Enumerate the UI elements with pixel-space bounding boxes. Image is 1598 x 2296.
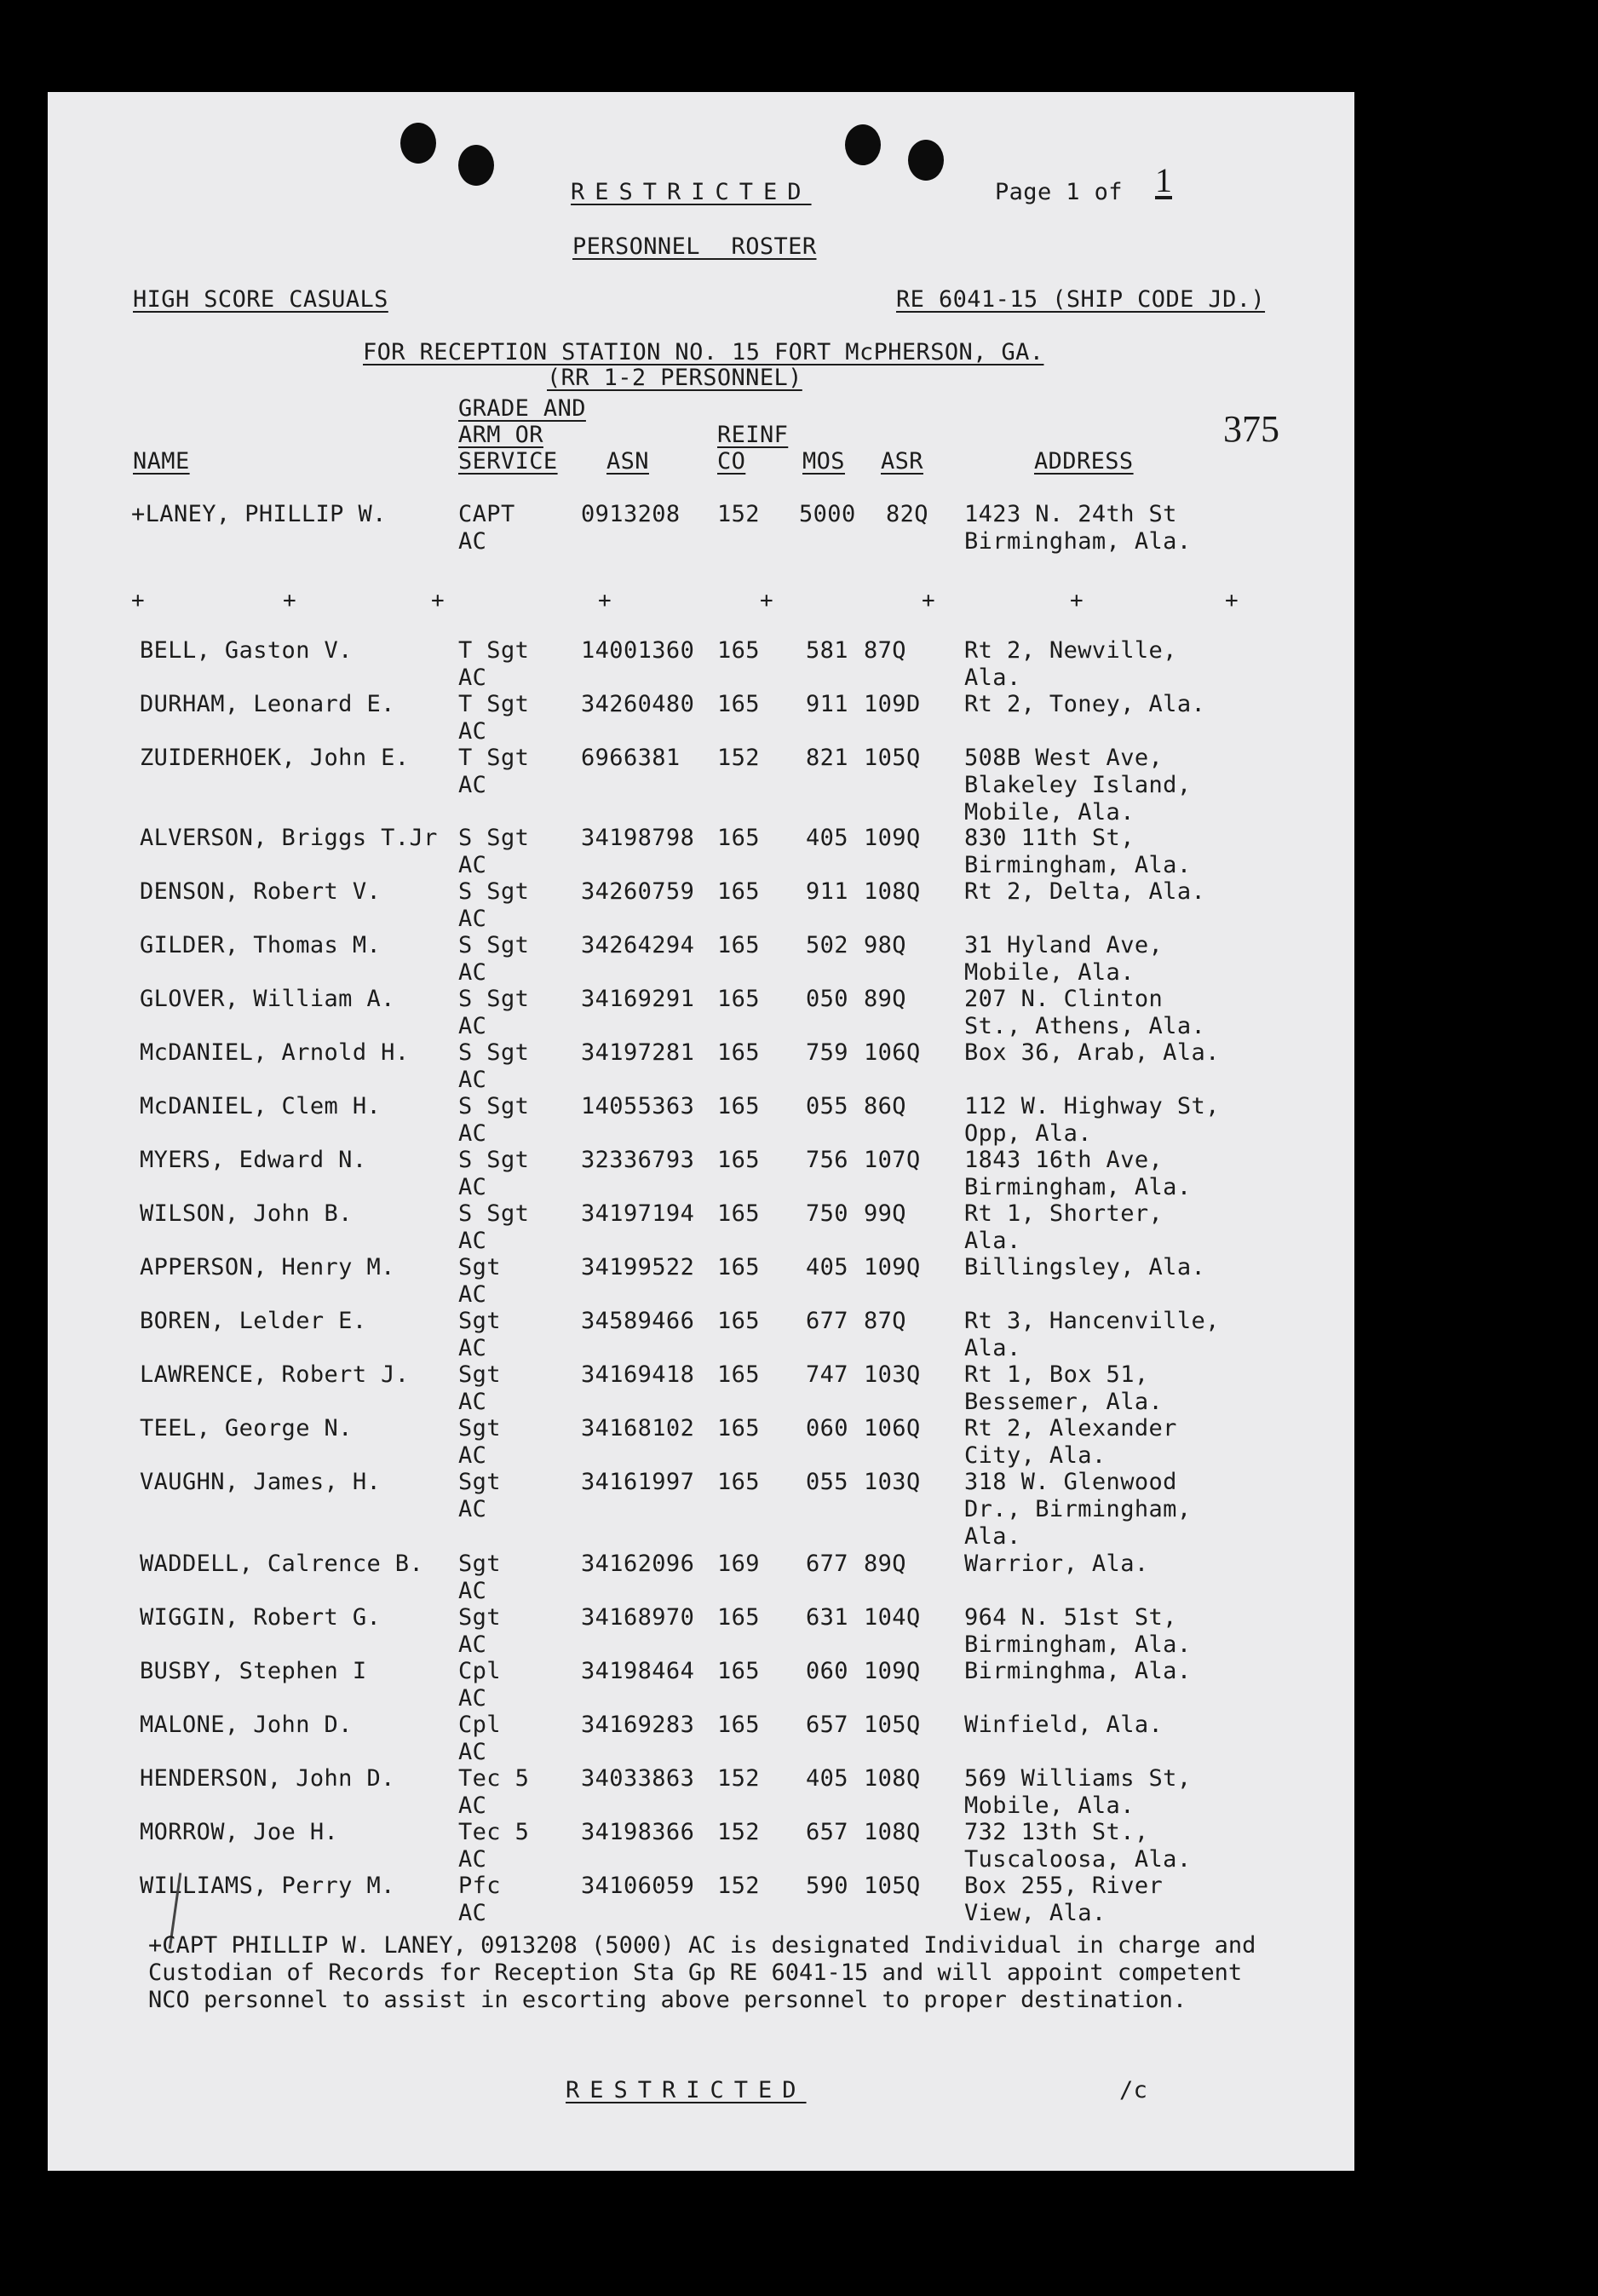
entry-name: GLOVER, William A. — [140, 986, 395, 1012]
entry-reinf: 165 — [717, 986, 760, 1012]
roster-title: PERSONNEL ROSTER — [572, 233, 817, 260]
entry-mos: 581 — [806, 637, 848, 664]
entry-mos: 759 — [806, 1039, 848, 1066]
entry-asr: 98Q — [864, 932, 906, 958]
entry-asr: 108Q — [864, 878, 921, 905]
entry-reinf: 165 — [717, 1712, 760, 1738]
entry-address: 1843 16th Ave, Birmingham, Ala. — [964, 1147, 1192, 1200]
entry-asr: 109Q — [864, 825, 921, 851]
entry-mos: 055 — [806, 1093, 848, 1119]
entry-grade: Sgt AC — [458, 1415, 501, 1469]
entry-grade: T Sgt AC — [458, 691, 530, 745]
roster-row — [48, 1819, 1354, 1873]
initials: /c — [1119, 2077, 1148, 2103]
entry-asr: 109Q — [864, 1658, 921, 1684]
punch-hole — [845, 124, 881, 165]
entry-name: GILDER, Thomas M. — [140, 932, 382, 958]
entry-address: 207 N. Clinton St., Athens, Ala. — [964, 986, 1206, 1039]
entry-reinf: 165 — [717, 1254, 760, 1280]
entry-name: VAUGHN, James, H. — [140, 1469, 382, 1495]
entry-asn: 34162096 — [581, 1551, 695, 1577]
entry-address: Rt 1, Box 51, Bessemer, Ala. — [964, 1361, 1164, 1415]
entry-asr: 105Q — [864, 1712, 921, 1738]
roster-row — [48, 1873, 1354, 1924]
entry-reinf: 165 — [717, 1658, 760, 1684]
entry-address: 732 13th St., Tuscaloosa, Ala. — [964, 1819, 1192, 1873]
punch-hole — [458, 145, 494, 186]
separator-mark: + — [922, 588, 935, 613]
entry-asn: 6966381 — [581, 745, 681, 771]
entry-asr: 108Q — [864, 1819, 921, 1845]
entry-asn: 34197281 — [581, 1039, 695, 1066]
entry-asn: 34198798 — [581, 825, 695, 851]
officer-row — [48, 501, 1354, 555]
entry-mos: 055 — [806, 1469, 848, 1495]
roster-row — [48, 637, 1354, 691]
roster-row — [48, 1254, 1354, 1308]
entry-address: Billingsley, Ala. — [964, 1254, 1206, 1280]
entry-grade: S Sgt AC — [458, 825, 530, 878]
entry-name: BUSBY, Stephen I — [140, 1658, 367, 1684]
punch-hole — [400, 123, 436, 164]
separator-mark: + — [760, 588, 773, 613]
entry-asn: 34589466 — [581, 1308, 695, 1334]
entry-mos: 060 — [806, 1658, 848, 1684]
entry-mos: 677 — [806, 1551, 848, 1577]
roster-page — [48, 92, 1354, 2171]
entry-reinf: 152 — [717, 1873, 760, 1899]
entry-asr: 104Q — [864, 1604, 921, 1631]
entry-asn: 34198366 — [581, 1819, 695, 1845]
entry-asr: 99Q — [864, 1200, 906, 1227]
entry-asr: 105Q — [864, 745, 921, 771]
entry-grade: S Sgt AC — [458, 1147, 530, 1200]
roster-row — [48, 825, 1354, 876]
entry-address: Box 36, Arab, Ala. — [964, 1039, 1220, 1066]
entry-asn: 34169283 — [581, 1712, 695, 1738]
stamp-number: 375 — [1223, 408, 1279, 450]
entry-mos: 750 — [806, 1200, 848, 1227]
entry-asn: 34199522 — [581, 1254, 695, 1280]
entry-asn: 34197194 — [581, 1200, 695, 1227]
roster-row — [48, 691, 1354, 745]
entry-name: HENDERSON, John D. — [140, 1765, 395, 1792]
col-address: ADDRESS — [1034, 448, 1134, 475]
entry-asn: 34198464 — [581, 1658, 695, 1684]
officer-name: +LANEY, PHILLIP W. — [131, 501, 387, 527]
entry-asr: 108Q — [864, 1765, 921, 1792]
entry-mos: 657 — [806, 1819, 848, 1845]
entry-grade: S Sgt AC — [458, 1200, 530, 1254]
entry-asr: 89Q — [864, 986, 906, 1012]
entry-address: 31 Hyland Ave, Mobile, Ala. — [964, 932, 1164, 986]
entry-reinf: 152 — [717, 1765, 760, 1792]
entry-asr: 103Q — [864, 1469, 921, 1495]
entry-reinf: 165 — [717, 1093, 760, 1119]
entry-asn: 14055363 — [581, 1093, 695, 1119]
col-mos: MOS — [802, 448, 845, 475]
entry-reinf: 152 — [717, 745, 760, 771]
entry-grade: Sgt AC — [458, 1361, 501, 1415]
entry-grade: Sgt AC — [458, 1551, 501, 1604]
entry-grade: Pfc AC — [458, 1873, 501, 1926]
separator-mark: + — [431, 588, 445, 613]
roster-row — [48, 1604, 1354, 1658]
entry-asn: 34106059 — [581, 1873, 695, 1899]
entry-asr: 106Q — [864, 1415, 921, 1441]
entry-grade: S Sgt AC — [458, 986, 530, 1039]
entry-grade: Tec 5 AC — [458, 1765, 530, 1819]
entry-reinf: 165 — [717, 932, 760, 958]
entry-asr: 87Q — [864, 637, 906, 664]
entry-asn: 34033863 — [581, 1765, 695, 1792]
roster-row — [48, 1147, 1354, 1198]
roster-row — [48, 1765, 1354, 1819]
entry-asn: 34169291 — [581, 986, 695, 1012]
entry-name: WILSON, John B. — [140, 1200, 353, 1227]
entry-reinf: 165 — [717, 1200, 760, 1227]
roster-row — [48, 1039, 1354, 1093]
col-grade: GRADE AND ARM OR SERVICE — [458, 395, 586, 475]
entry-grade: Sgt AC — [458, 1308, 501, 1361]
entry-grade: S Sgt AC — [458, 1093, 530, 1147]
entry-asn: 34168102 — [581, 1415, 695, 1441]
separator-mark: + — [1070, 588, 1084, 613]
entry-reinf: 152 — [717, 1819, 760, 1845]
entry-asr: 105Q — [864, 1873, 921, 1899]
col-name: NAME — [133, 448, 190, 475]
entry-reinf: 165 — [717, 1415, 760, 1441]
entry-name: WADDELL, Calrence B. — [140, 1551, 424, 1577]
entry-mos: 747 — [806, 1361, 848, 1388]
entry-name: LAWRENCE, Robert J. — [140, 1361, 410, 1388]
entry-grade: Cpl AC — [458, 1712, 501, 1765]
officer-mos: 5000 — [799, 501, 856, 527]
entry-name: MALONE, John D. — [140, 1712, 353, 1738]
roster-row — [48, 878, 1354, 932]
entry-address: Rt 2, Delta, Ala. — [964, 878, 1206, 905]
officer-reinf: 152 — [717, 501, 760, 527]
officer-grade: CAPT AC — [458, 501, 515, 555]
entry-reinf: 165 — [717, 1361, 760, 1388]
restricted-top: RESTRICTED — [571, 179, 812, 205]
entry-name: DURHAM, Leonard E. — [140, 691, 395, 717]
entry-address: Warrior, Ala. — [964, 1551, 1149, 1577]
group-left: HIGH SCORE CASUALS — [133, 286, 388, 313]
entry-grade: S Sgt AC — [458, 1039, 530, 1093]
entry-mos: 060 — [806, 1415, 848, 1441]
roster-row — [48, 1551, 1354, 1602]
roster-row — [48, 932, 1354, 986]
entry-mos: 677 — [806, 1308, 848, 1334]
category: (RR 1-2 PERSONNEL) — [547, 365, 802, 391]
entry-asn: 34161997 — [581, 1469, 695, 1495]
entry-mos: 405 — [806, 1254, 848, 1280]
entry-asn: 34260759 — [581, 878, 695, 905]
entry-name: APPERSON, Henry M. — [140, 1254, 395, 1280]
entry-address: Winfield, Ala. — [964, 1712, 1164, 1738]
entry-reinf: 165 — [717, 825, 760, 851]
entry-address: Rt 3, Hancenville, Ala. — [964, 1308, 1220, 1361]
entry-grade: T Sgt AC — [458, 637, 530, 691]
col-asr: ASR — [881, 448, 923, 475]
roster-row — [48, 1308, 1354, 1359]
entry-mos: 821 — [806, 745, 848, 771]
entry-grade: Sgt AC — [458, 1604, 501, 1658]
destination: FOR RECEPTION STATION NO. 15 FORT McPHERSON, GA. — [363, 339, 1044, 365]
entry-address: Rt 2, Newville, Ala. — [964, 637, 1177, 691]
entry-asn: 34169418 — [581, 1361, 695, 1388]
entry-mos: 050 — [806, 986, 848, 1012]
entry-asn: 34168970 — [581, 1604, 695, 1631]
entry-grade: Sgt AC — [458, 1469, 501, 1522]
entry-asr: 106Q — [864, 1039, 921, 1066]
entry-asn: 32336793 — [581, 1147, 695, 1173]
entry-name: McDANIEL, Arnold H. — [140, 1039, 410, 1066]
entry-reinf: 165 — [717, 1469, 760, 1495]
entry-name: WIGGIN, Robert G. — [140, 1604, 382, 1631]
entry-reinf: 165 — [717, 691, 760, 717]
entry-mos: 657 — [806, 1712, 848, 1738]
entry-mos: 911 — [806, 878, 848, 905]
entry-asr: 103Q — [864, 1361, 921, 1388]
entry-mos: 590 — [806, 1873, 848, 1899]
page-label: Page 1 of — [995, 179, 1123, 205]
entry-mos: 756 — [806, 1147, 848, 1173]
entry-asn: 14001360 — [581, 637, 695, 664]
entry-asr: 107Q — [864, 1147, 921, 1173]
entry-address: Rt 2, Alexander City, Ala. — [964, 1415, 1177, 1469]
entry-address: 569 Williams St, Mobile, Ala. — [964, 1765, 1192, 1819]
roster-row — [48, 1361, 1354, 1413]
entry-asr: 87Q — [864, 1308, 906, 1334]
entry-name: DENSON, Robert V. — [140, 878, 382, 905]
entry-name: WILLIAMS, Perry M. — [140, 1873, 395, 1899]
entry-reinf: 165 — [717, 1147, 760, 1173]
entry-address: 964 N. 51st St, Birmingham, Ala. — [964, 1604, 1192, 1658]
col-asn: ASN — [606, 448, 649, 475]
separator-mark: + — [283, 588, 296, 613]
roster-row — [48, 1093, 1354, 1147]
entry-asn: 34264294 — [581, 932, 695, 958]
entry-name: MYERS, Edward N. — [140, 1147, 367, 1173]
roster-row — [48, 986, 1354, 1037]
separator-mark: + — [131, 588, 145, 613]
entry-asr: 89Q — [864, 1551, 906, 1577]
officer-asn: 0913208 — [581, 501, 681, 527]
entry-grade: Sgt AC — [458, 1254, 501, 1308]
entry-name: McDANIEL, Clem H. — [140, 1093, 382, 1119]
entry-address: Birminghma, Ala. — [964, 1658, 1192, 1684]
entry-address: Rt 2, Toney, Ala. — [964, 691, 1206, 717]
entry-reinf: 165 — [717, 637, 760, 664]
separator-mark: + — [598, 588, 612, 613]
entry-address: 112 W. Highway St, Opp, Ala. — [964, 1093, 1220, 1147]
roster-row — [48, 1658, 1354, 1712]
entry-mos: 405 — [806, 825, 848, 851]
officer-asr: 82Q — [886, 501, 928, 527]
entry-address: 318 W. Glenwood Dr., Birmingham, Ala. — [964, 1469, 1192, 1550]
entry-address: 508B West Ave, Blakeley Island, Mobile, Ala. — [964, 745, 1192, 826]
entry-asr: 109D — [864, 691, 921, 717]
roster-row — [48, 1712, 1354, 1763]
entry-grade: S Sgt AC — [458, 878, 530, 932]
punch-hole — [908, 140, 944, 181]
entry-grade: Tec 5 AC — [458, 1819, 530, 1873]
entry-asr: 86Q — [864, 1093, 906, 1119]
entry-grade: S Sgt AC — [458, 932, 530, 986]
entry-mos: 631 — [806, 1604, 848, 1631]
roster-row — [48, 1200, 1354, 1252]
officer-address: 1423 N. 24th St Birmingham, Ala. — [964, 501, 1192, 555]
entry-reinf: 165 — [717, 1604, 760, 1631]
entry-address: 830 11th St, Birmingham, Ala. — [964, 825, 1192, 878]
roster-row — [48, 1469, 1354, 1550]
col-reinf: REINF CO — [717, 422, 789, 475]
footnote: +CAPT PHILLIP W. LANEY, 0913208 (5000) AC is designated Individual in charge and Custodian of Records for Reception Sta Gp RE 6041-15 and will appoint competent NCO personnel to assist in escorting above personnel to proper destination. — [148, 1932, 1256, 2013]
page-total: 1 — [1155, 161, 1172, 199]
entry-name: MORROW, Joe H. — [140, 1819, 339, 1845]
entry-reinf: 165 — [717, 1039, 760, 1066]
roster-row — [48, 745, 1354, 826]
entry-address: Rt 1, Shorter, Ala. — [964, 1200, 1164, 1254]
entry-mos: 911 — [806, 691, 848, 717]
entry-asn: 34260480 — [581, 691, 695, 717]
entry-name: ALVERSON, Briggs T.Jr — [140, 825, 438, 851]
separator-mark: + — [1225, 588, 1239, 613]
group-right: RE 6041-15 (SHIP CODE JD.) — [896, 286, 1266, 313]
entry-address: Box 255, River View, Ala. — [964, 1873, 1164, 1926]
entry-name: BOREN, Lelder E. — [140, 1308, 367, 1334]
entry-name: ZUIDERHOEK, John E. — [140, 745, 410, 771]
entry-grade: T Sgt AC — [458, 745, 530, 798]
entry-grade: Cpl AC — [458, 1658, 501, 1712]
entry-reinf: 165 — [717, 1308, 760, 1334]
entry-name: BELL, Gaston V. — [140, 637, 353, 664]
entry-reinf: 165 — [717, 878, 760, 905]
entry-mos: 405 — [806, 1765, 848, 1792]
entry-name: TEEL, George N. — [140, 1415, 353, 1441]
entry-reinf: 169 — [717, 1551, 760, 1577]
restricted-bottom: RESTRICTED — [566, 2077, 807, 2103]
entry-mos: 502 — [806, 932, 848, 958]
roster-row — [48, 1415, 1354, 1469]
entry-asr: 109Q — [864, 1254, 921, 1280]
